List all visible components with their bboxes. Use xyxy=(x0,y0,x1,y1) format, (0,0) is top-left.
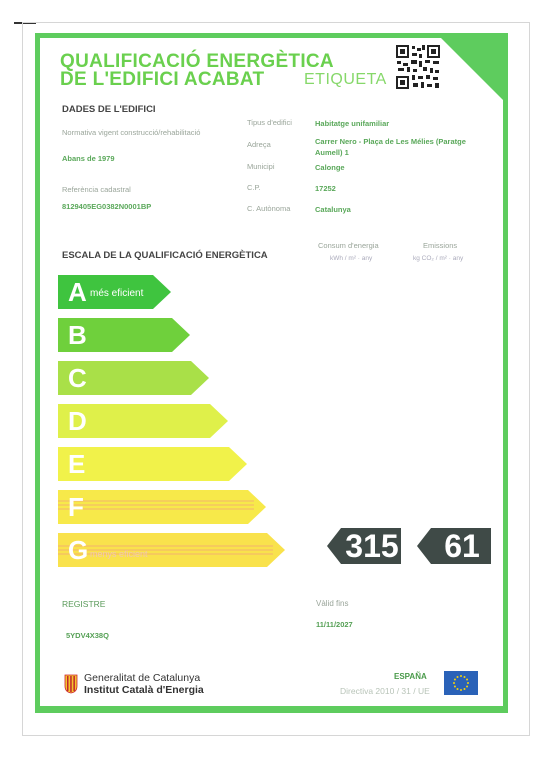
consum-rating-arrow xyxy=(327,528,401,564)
energy-band-e xyxy=(58,447,247,481)
normativa-value: Abans de 1979 xyxy=(62,154,115,163)
referencia-value: 8129405EG0382N0001BP xyxy=(62,202,152,211)
tipus-value: Habitatge unifamiliar xyxy=(315,119,390,128)
energy-band-d xyxy=(58,404,228,438)
band-caption-a: més eficient xyxy=(90,288,144,299)
emissions-label: Emissions xyxy=(423,241,458,250)
adreca-label: Adreça xyxy=(247,140,271,149)
consum-unit: kWh / m² · any xyxy=(330,255,373,262)
title-line-2: DE L'EDIFICI ACABAT xyxy=(60,69,265,90)
energy-band-a xyxy=(58,275,171,309)
cp-value: 17252 xyxy=(315,184,336,193)
autonomia-label: C. Autònoma xyxy=(247,204,291,213)
band-letter-a: A xyxy=(68,277,87,307)
energy-band-f xyxy=(58,490,266,524)
municipi-label: Municipi xyxy=(247,162,275,171)
corner-fold xyxy=(440,37,504,101)
generalitat-logo-icon xyxy=(64,674,78,694)
energy-label-body xyxy=(40,38,503,706)
emissions-rating-arrow xyxy=(417,528,491,564)
band-letter-e: E xyxy=(68,449,86,479)
etiqueta-label: ETIQUETA xyxy=(304,71,387,88)
energy-band-b xyxy=(58,318,190,352)
band-letter-c: C xyxy=(68,363,87,393)
tipus-label: Tipus d'edifici xyxy=(247,118,292,127)
normativa-label: Normativa vigent construcció/rehabilitació xyxy=(62,128,201,137)
band-letter-d: D xyxy=(68,406,87,436)
consum-value: 315 xyxy=(345,528,399,564)
band-letter-g: G xyxy=(68,535,89,565)
referencia-label: Referència cadastral xyxy=(62,185,131,194)
generalitat-name xyxy=(84,672,204,696)
registre-label: REGISTRE xyxy=(62,599,106,609)
valid-value: 11/11/2027 xyxy=(316,620,353,629)
band-caption-g: menys eficient xyxy=(90,549,148,559)
registre-value: 5YDV4X38Q xyxy=(66,631,109,640)
band-letter-f: F xyxy=(68,492,84,522)
org-line-2: Institut Català d'Energia xyxy=(84,684,204,696)
valid-label: Vàlid fins xyxy=(316,599,349,608)
band-letter-b: B xyxy=(68,320,87,350)
building-data-heading: DADES DE L'EDIFICI xyxy=(62,104,156,115)
emissions-unit: kg CO₂ / m² · any xyxy=(413,255,464,262)
energy-label-frame xyxy=(35,33,508,713)
consum-label: Consum d'energia xyxy=(318,241,379,250)
directive-label: Directiva 2010 / 31 / UE xyxy=(340,686,430,696)
country-label: ESPAÑA xyxy=(394,672,427,681)
energy-band-g xyxy=(58,533,285,567)
cp-label: C.P. xyxy=(247,183,261,192)
municipi-value: Calonge xyxy=(315,163,345,172)
autonomia-value: Catalunya xyxy=(315,205,351,214)
title-line-1: QUALIFICACIÓ ENERGÈTICA xyxy=(60,51,334,72)
adreca-value: Carrer Nero - Plaça de Les Mélies (Paratge Aumell) 1 xyxy=(315,137,466,157)
emissions-value: 61 xyxy=(444,528,480,564)
org-line-1: Generalitat de Catalunya xyxy=(84,672,201,684)
qr-code-icon xyxy=(395,44,441,90)
energy-band-c xyxy=(58,361,209,395)
eu-flag-icon xyxy=(444,671,478,695)
scale-heading: ESCALA DE LA QUALIFICACIÓ ENERGÈTICA xyxy=(62,250,268,261)
